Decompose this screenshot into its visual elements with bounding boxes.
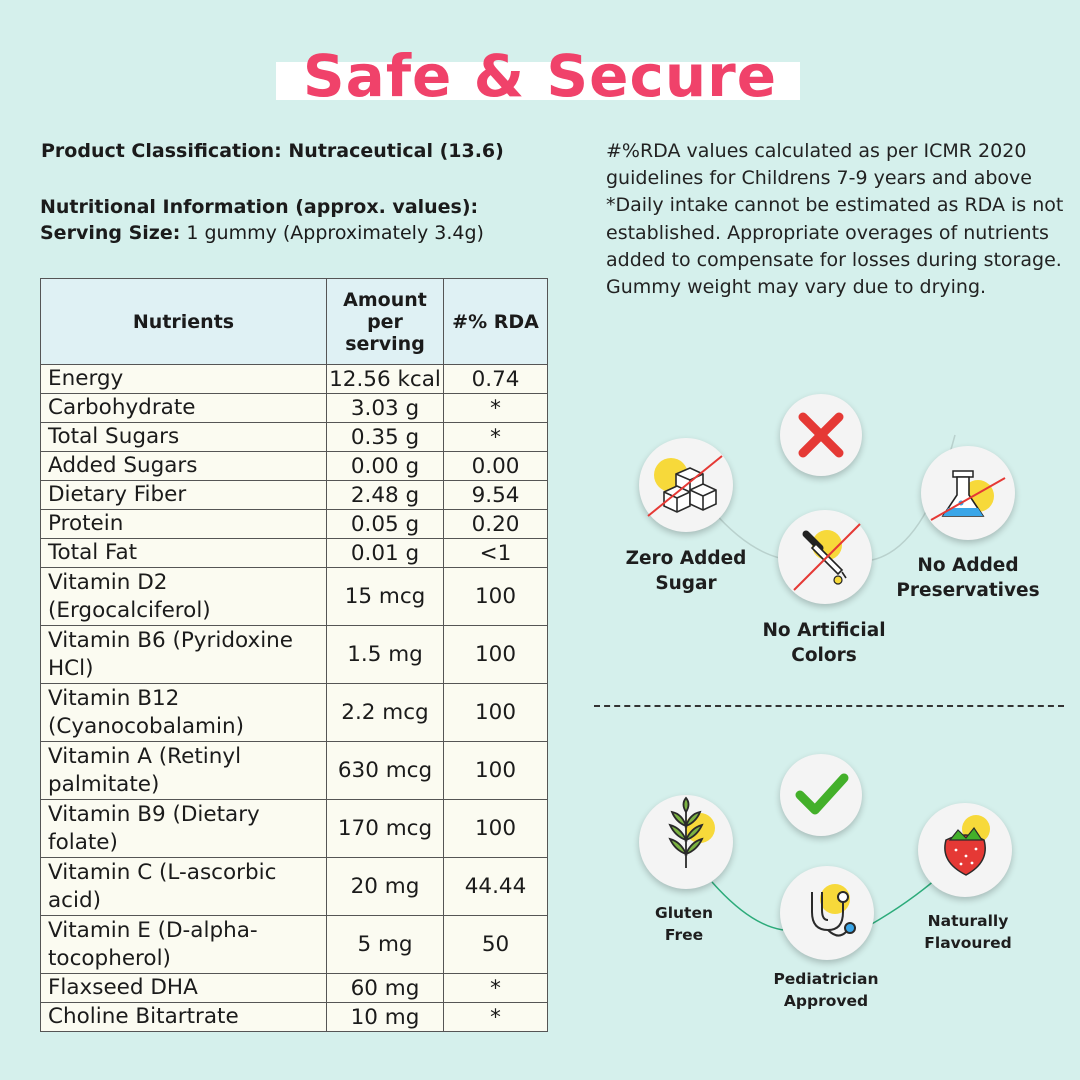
nutrient-amount: 1.5 mg: [327, 626, 444, 684]
nutrient-rda: 100: [444, 742, 548, 800]
label-no-artificial-colors: [744, 618, 904, 668]
nutrient-name: Carbohydrate: [41, 394, 327, 423]
nutrient-rda: <1: [444, 539, 548, 568]
header-rda: #% RDA: [444, 279, 548, 365]
nutrient-name: Vitamin B12 (Cyanocobalamin): [41, 684, 327, 742]
label-gluten-free: [624, 902, 744, 946]
nutrient-name: Energy: [41, 365, 327, 394]
nutrient-amount: 5 mg: [327, 916, 444, 974]
page-title: Safe & Secure: [302, 42, 778, 110]
nutrient-name: Vitamin B6 (Pyridoxine HCl): [41, 626, 327, 684]
nutrient-rda: *: [444, 974, 548, 1003]
rda-footnote: #%RDA values calculated as per ICMR 2020 guidelines for Childrens 7-9 years and above *Daily intake cannot be estimated as RDA is not established. Appropriate overages of nutrients added to compensate for losses during storage. Gummy weight may vary due to drying.: [606, 140, 1064, 299]
nutrient-name: Vitamin C (L-ascorbic acid): [41, 858, 327, 916]
nutrition-heading: Nutritional Information (approx. values):: [40, 196, 479, 218]
serving-value: 1 gummy (Approximately 3.4g): [180, 222, 484, 244]
nutrient-rda: 100: [444, 800, 548, 858]
sugar-cubes-icon: [664, 468, 716, 512]
header-amount: Amount per serving: [327, 279, 444, 365]
stethoscope-icon: [812, 892, 855, 936]
header-nutrients: Nutrients: [41, 279, 327, 365]
nutrient-rda: 50: [444, 916, 548, 974]
label-line: Zero Added: [625, 548, 747, 569]
label-line: Colors: [791, 645, 857, 666]
nutrient-rda: 44.44: [444, 858, 548, 916]
nutrient-amount: 2.2 mcg: [327, 684, 444, 742]
label-line: Free: [664, 926, 704, 944]
wheat-icon: [670, 798, 702, 868]
nutrient-name: Vitamin A (Retinyl palmitate): [41, 742, 327, 800]
label-naturally-flavoured: [900, 910, 1036, 954]
nutrient-rda: 100: [444, 626, 548, 684]
label-no-added-preservatives: [888, 553, 1048, 603]
label-line: Pediatrician: [773, 970, 879, 988]
nutrient-name: Dietary Fiber: [41, 481, 327, 510]
label-line: Gluten: [654, 904, 714, 922]
nutrient-name: Vitamin D2 (Ergocalciferol): [41, 568, 327, 626]
label-line: Naturally: [927, 912, 1009, 930]
nutrient-amount: 170 mcg: [327, 800, 444, 858]
product-classification: Product Classification: Nutraceutical (13.6): [41, 140, 504, 162]
nutrient-rda: 9.54: [444, 481, 548, 510]
nutrient-name: Vitamin B9 (Dietary folate): [41, 800, 327, 858]
nutrient-rda: 0.00: [444, 452, 548, 481]
label-line: Preservatives: [896, 580, 1040, 601]
nutrient-name: Flaxseed DHA: [41, 974, 327, 1003]
nutrient-name: Total Fat: [41, 539, 327, 568]
cross-icon: [803, 417, 839, 453]
serving-label: Serving Size:: [40, 222, 181, 244]
nutrient-rda: *: [444, 423, 548, 452]
nutrient-rda: 0.20: [444, 510, 548, 539]
nutrient-amount: 2.48 g: [327, 481, 444, 510]
nutrient-amount: 0.05 g: [327, 510, 444, 539]
nutrient-name: Added Sugars: [41, 452, 327, 481]
label-line: Sugar: [655, 573, 717, 594]
nutrient-amount: 630 mcg: [327, 742, 444, 800]
nutrient-rda: 100: [444, 568, 548, 626]
nutrient-name: Protein: [41, 510, 327, 539]
nutrient-name: Total Sugars: [41, 423, 327, 452]
strawberry-icon: [945, 828, 985, 875]
label-zero-added-sugar: [606, 546, 766, 596]
nutrient-amount: 10 mg: [327, 1003, 444, 1032]
nutrient-name: Vitamin E (D-alpha-tocopherol): [41, 916, 327, 974]
nutrient-rda: 100: [444, 684, 548, 742]
nutrient-rda: *: [444, 1003, 548, 1032]
nutrient-amount: 15 mcg: [327, 568, 444, 626]
label-line: Approved: [783, 992, 869, 1010]
nutrient-amount: 20 mg: [327, 858, 444, 916]
label-line: No Added: [917, 555, 1019, 576]
label-line: Flavoured: [924, 934, 1012, 952]
nutrient-rda: 0.74: [444, 365, 548, 394]
nutrient-amount: 0.35 g: [327, 423, 444, 452]
nutrient-amount: 3.03 g: [327, 394, 444, 423]
check-icon: [800, 778, 844, 810]
nutrient-amount: 0.00 g: [327, 452, 444, 481]
section-divider: [594, 705, 1064, 707]
nutrient-rda: *: [444, 394, 548, 423]
label-line: No Artificial: [762, 620, 886, 641]
label-pediatrician-approved: [756, 968, 896, 1012]
nutrient-amount: 60 mg: [327, 974, 444, 1003]
nutrient-amount: 12.56 kcal: [327, 365, 444, 394]
nutrient-amount: 0.01 g: [327, 539, 444, 568]
nutrient-name: Choline Bitartrate: [41, 1003, 327, 1032]
